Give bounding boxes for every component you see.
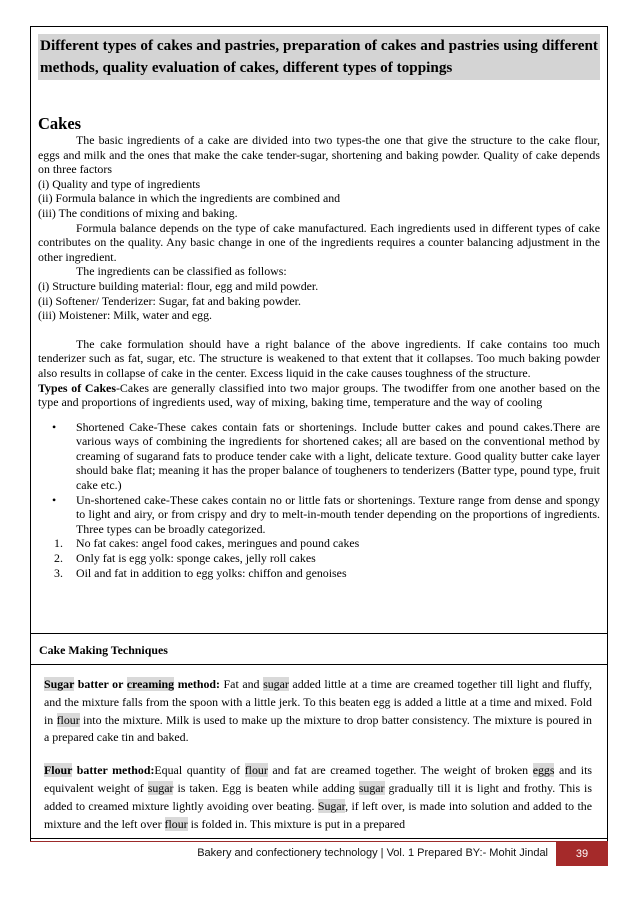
highlight-term: flour [244,763,268,778]
method-text: Equal quantity of [154,763,245,778]
highlight-term: sugar [263,677,289,691]
box-divider [31,664,607,665]
techniques-box [30,633,608,839]
types-text: -Cakes are generally classified into two major groups. The twodiffer from one another based on the type and proportions of ingredients used, way of mixing, baking time, temperature and the way of cooling [38,380,600,410]
method-label: batter or [74,677,127,691]
method-text: is taken. Egg is beaten while adding [173,780,359,795]
highlight-term: Sugar [317,798,346,813]
list-item-text: Shortened Cake-These cakes contain fats or shortenings. Include butter cakes and pound cakes.There are various ways of combining the ingredients for shortened cakes; all are based on the conventional method by creaming of sugarand fats to produce tender cake with a light, delicate texture. Good quality butter cake layer should bake flat; meaning it has the proper balance of tougheners to tenderizers (Batter type, pound type, fruit cake etc.) [76,419,600,493]
method-text: gradually till it is light and frothy. This is added to creamed mixture lightly avoiding over beating. [44,780,592,813]
footer-text: Bakery and confectionery technology | Vol. 1 Prepared BY:- Mohit Jindal [197,847,548,859]
list-item [52,492,600,537]
highlight-term: eggs [532,763,555,778]
class-item: (iii) Moistener: Milk, water and egg. [38,308,213,323]
main-content [38,133,600,580]
list-number: 3. [54,565,63,580]
class-item: (i) Structure building material: flour, egg and mild powder. [38,278,319,293]
highlight-term: Sugar [44,677,75,691]
unshortened-types-list [38,536,600,580]
highlight-term: creaming [126,677,175,691]
box-content [44,676,592,833]
box-title: Cake Making Techniques [39,643,168,657]
factor-item: (iii) The conditions of mixing and baking. [38,205,238,220]
method-label: method: [174,677,220,691]
method-text: is folded in. This mixture is put in a prepared [187,816,406,831]
list-item [54,551,600,566]
highlight-term: flour [164,816,188,831]
spacer [44,747,592,762]
highlight-term: sugar [147,780,174,795]
list-number: 2. [54,551,63,566]
bullet-icon: • [52,492,57,507]
method-text: and its equivalent weight of [44,763,592,795]
paragraph-formula-balance: Formula balance depends on the type of cake manufactured. Each ingredients used in different types of cake contributes on the quality. Any basic change in one of the ingredients requires a counter balancing adjustment in the other ingredient. [38,220,600,264]
spacer [38,323,600,337]
method-text: Fat and [219,677,264,691]
paragraph-flour-batter-method [44,762,592,833]
paragraph-formulation: The cake formulation should have a right balance of the above ingredients. If cake contains too much tenderizer such as fat, sugar, etc. The structure is weakened to that extent that it collapses. Too much baking powder also results in collapse of cake in the center. Excess liquid in the cake causes toughness of the structure. [38,336,600,380]
bullet-icon: • [52,419,57,434]
list-item [52,419,600,493]
list-item [54,565,600,581]
cake-types-list [38,420,600,537]
page-footer [30,841,608,866]
highlight-term: sugar [358,780,385,795]
method-text: added little at a time are creamed together till light and fluffy, and the mixture falls from the spoon with a little jerk. To this beaten egg is added a little at a time and mixed. Fold in [44,677,592,727]
page-title: Different types of cakes and pastries, preparation of cakes and pastries using different methods, quality evaluation of cakes, different types of toppings [38,34,600,80]
method-text: into the mixture. Milk is used to make up the mixture to drop batter consistency. The mixture is poured in a prepared cake tin and baked. [44,712,592,745]
factor-item: (ii) Formula balance in which the ingredients are combined and [38,191,341,206]
paragraph-types-of-cakes [38,381,600,410]
method-text: , if left over, is made into solution and added to the mixture and the left over [44,798,592,831]
method-text: and fat are creamed together. The weight of broken [267,763,533,778]
paragraph-ingredients: The basic ingredients of a cake are divided into two types-the one that give the structure to the cake flour, eggs and milk and the ones that make the cake tender-sugar, shortening and baking powder. Quality of cake depends on three factors [38,133,600,177]
section-heading-cakes: Cakes [38,114,82,133]
highlight-term: Flour [44,763,73,778]
list-item [54,536,600,551]
paragraph-sugar-batter-method [44,676,592,747]
list-item-text: No fat cakes: angel food cakes, meringues and pound cakes [76,536,360,551]
page-number: 39 [556,842,608,866]
list-item-text: Oil and fat in addition to egg yolks: chiffon and genoises [76,565,347,580]
paragraph-classification: The ingredients can be classified as follows: [76,264,287,279]
class-item: (ii) Softener/ Tenderizer: Sugar, fat and baking powder. [38,293,301,308]
list-number: 1. [54,536,63,551]
highlight-term: flour [56,712,80,727]
list-item-text: Un-shortened cake-These cakes contain no or little fats or shortenings. Texture range from dense and spongy to light and airy, or from crispy and dry to melt-in-mouth tender depending on the proportions of ingredients. Three types can be broadly categorized. [76,492,600,536]
list-item-text: Only fat is egg yolk: sponge cakes, jelly roll cakes [76,551,316,566]
types-label: Types of Cakes [38,380,116,395]
method-label: batter method: [72,763,155,778]
factor-item: (i) Quality and type of ingredients [38,176,201,191]
